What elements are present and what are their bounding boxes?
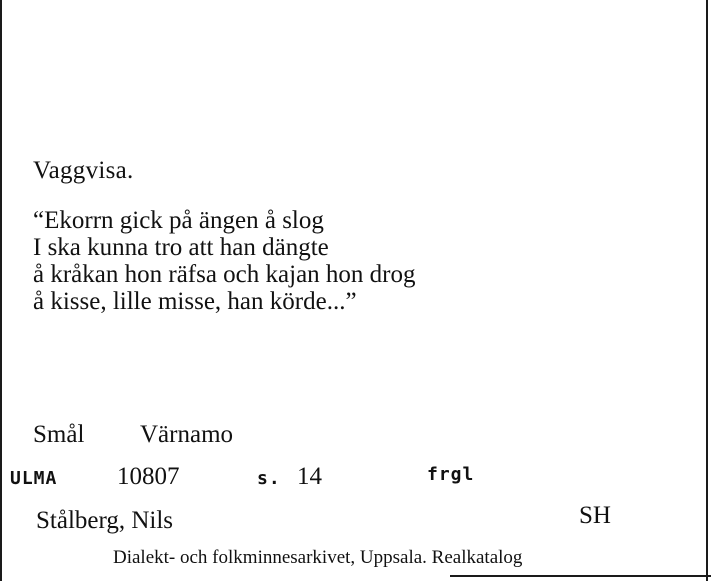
card-bottom-border <box>450 575 711 577</box>
category-code: frgl <box>427 464 475 485</box>
region-label: Smål <box>33 421 85 448</box>
card-right-border <box>706 0 708 581</box>
recorder-initials: SH <box>579 502 611 529</box>
card-left-border <box>0 0 2 581</box>
verse-text <box>33 207 416 315</box>
archive-footer: Dialekt- och folkminnesarkivet, Uppsala. Realkatalog <box>113 547 523 568</box>
verse-line: å kråkan hon räfsa och kajan hon drog <box>33 261 416 288</box>
page-label: s. <box>257 468 281 489</box>
verse-line: å kisse, lille misse, han körde...” <box>33 288 357 315</box>
page-number: 14 <box>297 463 322 490</box>
town-label: Värnamo <box>140 421 234 448</box>
archive-number: 10807 <box>117 463 180 490</box>
archive-label: ULMA <box>10 468 58 489</box>
verse-line: “Ekorrn gick på ängen å slog <box>33 207 324 234</box>
informant-name: Stålberg, Nils <box>36 507 174 534</box>
card-heading: Vaggvisa. <box>33 157 134 184</box>
verse-line: I ska kunna tro att han dängte <box>33 234 329 261</box>
